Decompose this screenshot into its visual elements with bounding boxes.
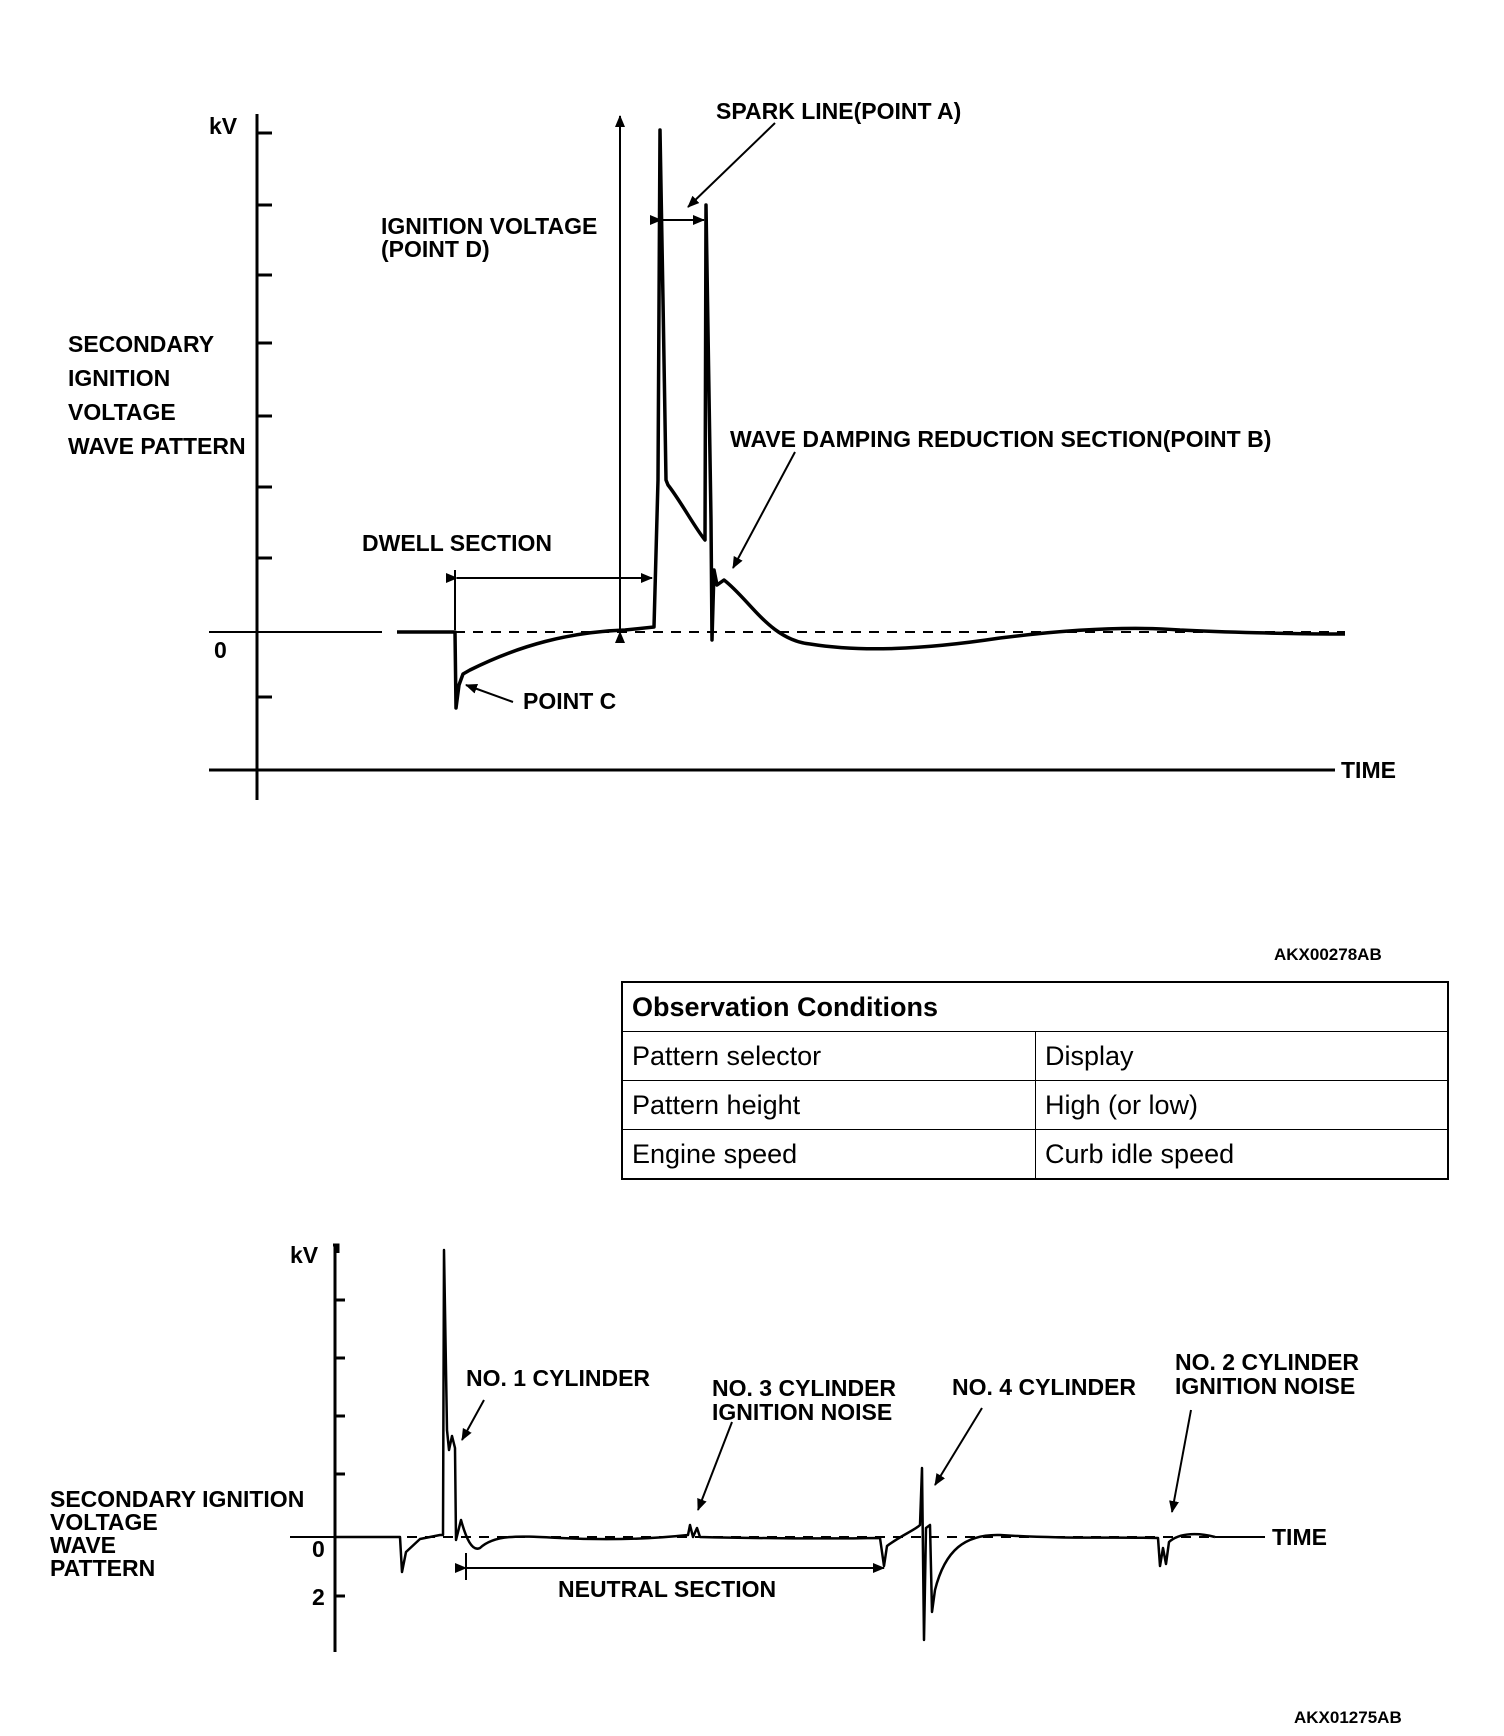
neutral-section-label: NEUTRAL SECTION — [558, 1576, 777, 1602]
table-title: Observation Conditions — [622, 982, 1448, 1032]
title2-line-1: SECONDARY IGNITION — [50, 1486, 305, 1512]
table-cell-item: Engine speed — [622, 1130, 1036, 1180]
tick-label-2: 2 — [312, 1584, 325, 1610]
figure-code-1: AKX00278AB — [1274, 945, 1382, 964]
point-c-leader — [466, 685, 513, 702]
table-row — [622, 1130, 1448, 1180]
dwell-section-label: DWELL SECTION — [362, 530, 552, 556]
spark-line-label: SPARK LINE(POINT A) — [716, 98, 962, 124]
ignition-voltage-label-1: IGNITION VOLTAGE — [381, 213, 598, 239]
y-axis-ticks — [257, 133, 272, 697]
table-row — [622, 1032, 1448, 1081]
spark-line-leader — [688, 123, 775, 207]
table-cell-item: Pattern selector — [622, 1032, 1036, 1081]
tick-label-0: 0 — [312, 1536, 325, 1562]
y-unit-label: kV — [209, 113, 238, 139]
title2-line-2: VOLTAGE — [50, 1509, 158, 1535]
title2-line-4: PATTERN — [50, 1555, 156, 1581]
no4-cylinder-label: NO. 4 CYLINDER — [952, 1374, 1137, 1400]
table-cell-item: Pattern height — [622, 1081, 1036, 1130]
time-label-2: TIME — [1272, 1524, 1327, 1550]
no2-label-1: NO. 2 CYLINDER — [1175, 1349, 1360, 1375]
no3-label-1: NO. 3 CYLINDER — [712, 1375, 897, 1401]
no1-cylinder-label: NO. 1 CYLINDER — [466, 1365, 651, 1391]
table-cell-value: Display — [1036, 1032, 1449, 1081]
wave-damping-leader — [733, 452, 795, 568]
wave-damping-label: WAVE DAMPING REDUCTION SECTION(POINT B) — [730, 426, 1272, 452]
observation-conditions-table — [621, 981, 1449, 1180]
title2-line-3: WAVE — [50, 1532, 117, 1558]
title-line-4: WAVE PATTERN — [68, 433, 246, 459]
no2-leader — [1172, 1410, 1191, 1512]
title-line-3: VOLTAGE — [68, 399, 176, 425]
time-label: TIME — [1341, 757, 1396, 783]
no3-leader — [698, 1422, 732, 1510]
table-cell-value: Curb idle speed — [1036, 1130, 1449, 1180]
figure-code-2: AKX01275AB — [1294, 1708, 1402, 1727]
title-line-2: IGNITION — [68, 365, 171, 391]
point-c-label: POINT C — [523, 688, 617, 714]
zero-label: 0 — [214, 637, 227, 663]
no4-leader — [935, 1408, 982, 1485]
no1-leader — [462, 1400, 484, 1440]
y-unit-label-2: kV — [290, 1242, 319, 1268]
diagram-1 — [68, 98, 1396, 964]
table-row — [622, 1081, 1448, 1130]
table-cell-value: High (or low) — [1036, 1081, 1449, 1130]
ignition-voltage-label-2: (POINT D) — [381, 236, 490, 262]
no3-label-2: IGNITION NOISE — [712, 1399, 893, 1425]
title-line-1: SECONDARY — [68, 331, 215, 357]
table-header-row — [622, 982, 1448, 1032]
diagram-2 — [50, 1242, 1402, 1727]
no2-label-2: IGNITION NOISE — [1175, 1373, 1356, 1399]
